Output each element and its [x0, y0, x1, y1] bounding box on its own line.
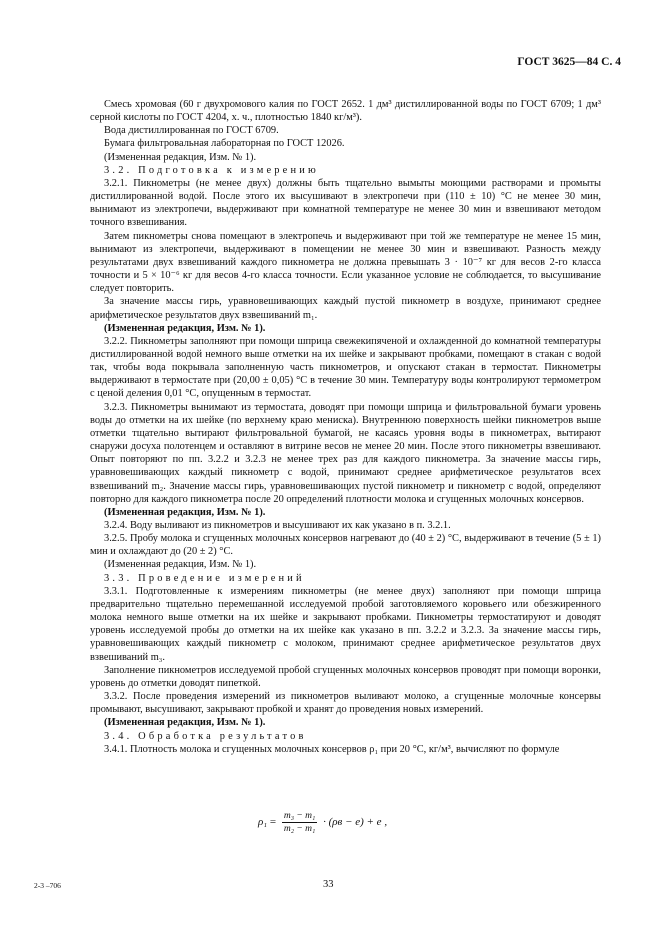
paragraph: 3.2.5. Пробу молока и сгущенных молочных консервов нагревают до (40 ± 2) °С, выдерживают в течение (5 ± 1) мин и охлаждают до (20 ± 2) °С.	[90, 533, 601, 558]
paragraph: Смесь хромовая (60 г двухромового калия по ГОСТ 2652. 1 дм³ дистиллированной воды по ГОСТ 6709; 1 дм³ серной кислоты по ГОСТ 4204, х. ч., плотностью 1840 кг/м³).	[90, 99, 601, 124]
paragraph: 3.2.1. Пикнометры (не менее двух) должны быть тщательно вымыты моющими растворами и промыты дистиллированной водой. После этого их высушивают в электропечи при (110 ± 10) °С не менее 30 мин, вынимают из электропечи, выдерживают при комнатной температуре не менее 30 мин и взвешивают методом точного взвешивания.	[90, 177, 601, 229]
paragraph: 3.4.1. Плотность молока и сгущенных молочных консервов ρ₁ при 20 °С, кг/м³, вычисляют по формуле	[104, 743, 560, 755]
density-formula	[258, 811, 387, 834]
paragraph: Затем пикнометры снова помещают в электропечь и выдерживают при той же температуре не менее 15 мин, вынимают из электропечи, выдерживают в помещении не менее 30 мин и взвешивают. Разность между результатами двух взвешиваний каждого пикнометра не должна превышать 3 · 10⁻⁷ кг для весов 2-го класса точности и 5 × 10⁻⁶ кг для весов 4-го класса точности. Если указанное условие не соблюдается, то высушивание следует повторить.	[90, 230, 601, 295]
formula-numerator: m₃ − m₁	[283, 811, 316, 821]
amendment-note: (Измененная редакция, Изм. № 1).	[104, 559, 257, 571]
paragraph: За значение массы гирь, уравновешивающих каждый пустой пикнометр в воздухе, принимают среднее арифметическое результатов двух взвешиваний m₁.	[90, 296, 601, 321]
formula-equals: =	[269, 816, 277, 829]
formula-lhs: ρ₁	[258, 816, 268, 829]
amendment-note: (Измененная редакция, Изм. № 1).	[104, 151, 257, 163]
document-header: ГОСТ 3625—84 С. 4	[517, 56, 621, 68]
print-code: 2-3 –706	[34, 881, 61, 890]
document-body	[90, 98, 601, 756]
paragraph: 3.2.2. Пикнометры заполняют при помощи шприца свежекипяченой и охлажденной до комнатной температуры дистиллированной водой немного выше отметки на их шейке и закрывают пробками, помещают в стакан с водой так, чтобы вода покрывала заполненную часть пикнометров, и опускают стакан в термостат. Пикнометры выдерживают в термостате при (20,00 ± 0,05) °С в течение 30 мин. Температуру воды контролируют термометром с ценой деления 0,01 °С, опущенным в термостат.	[90, 335, 601, 400]
amendment-note: (Измененная редакция, Изм. № 1).	[104, 322, 266, 334]
paragraph: Заполнение пикнометров исследуемой пробой сгущенных молочных консервов проводят при помощи воронки, уровень до отметки доводят пипеткой.	[90, 664, 601, 689]
paragraph: Вода дистиллированная по ГОСТ 6709.	[104, 125, 279, 137]
formula-rhs: · (ρв − e) + e ,	[323, 816, 388, 829]
formula-fraction	[282, 811, 318, 834]
paragraph: 3.3.1. Подготовленные к измерениям пикнометры (не менее двух) заполняют при помощи шприца предварительно тщательно перемешанной исследуемой пробой заготовляемого коровьего или обезжиренного молока немного выше отметки на их шейке и закрывают пробками. Пикнометры термостатируют и доводят уровень исследуемой пробы до отметки на их шейке как указано в пп. 3.2.2 и 3.2.3. За значение массы гирь, уравновешивающих каждый пикнометр с молоком, принимают среднее арифметическое результатов двух взвешиваний m₃.	[90, 585, 601, 663]
paragraph: Бумага фильтровальная лабораторная по ГОСТ 12026.	[104, 138, 345, 150]
amendment-note: (Измененная редакция, Изм. № 1).	[104, 717, 266, 729]
section-heading: 3.3. Проведение измерений	[104, 572, 305, 584]
paragraph: 3.3.2. После проведения измерений из пикнометров выливают молоко, а сгущенные молочные консервы промывают, высушивают, закрывают пробкой и хранят до проведения новых измерений.	[90, 691, 601, 716]
section-heading: 3.2. Подготовка к измерению	[104, 164, 319, 176]
paragraph: 3.2.4. Воду выливают из пикнометров и высушивают их как указано в п. 3.2.1.	[104, 520, 451, 531]
formula-denominator: m₂ − m₁	[283, 824, 316, 834]
amendment-note: (Измененная редакция, Изм. № 1).	[104, 506, 266, 518]
paragraph: 3.2.3. Пикнометры вынимают из термостата, доводят при помощи шприца и фильтровальной бумаги уровень воды до отметки на их шейке (по верхнему краю мениска). Внутреннюю поверхность шейки пикнометров выше отметки тщательно вытирают фильтровальной бумагой, не касаясь уровня воды в пикнометрах, вытирают снаружи досуха полотенцем и оставляют в витрине весов не менее 20 мин. После этого пикнометры взвешивают. Опыт повторяют по пп. 3.2.2 и 3.2.3 не менее трех раз для каждого пикнометра. За значение массы гирь, уравновешивающих каждый пикнометр с водой, принимают среднее арифметическое результатов всех взвешиваний m₂. Значение массы гирь, уравновешивающих пустой пикнометр и пикнометр с водой, определяют повторно для каждого пикнометра после 20 определений плотности молока и сгущенных молочных консервов.	[90, 401, 601, 505]
section-heading: 3.4. Обработка результатов	[104, 730, 307, 742]
page-number: 33	[323, 879, 334, 890]
